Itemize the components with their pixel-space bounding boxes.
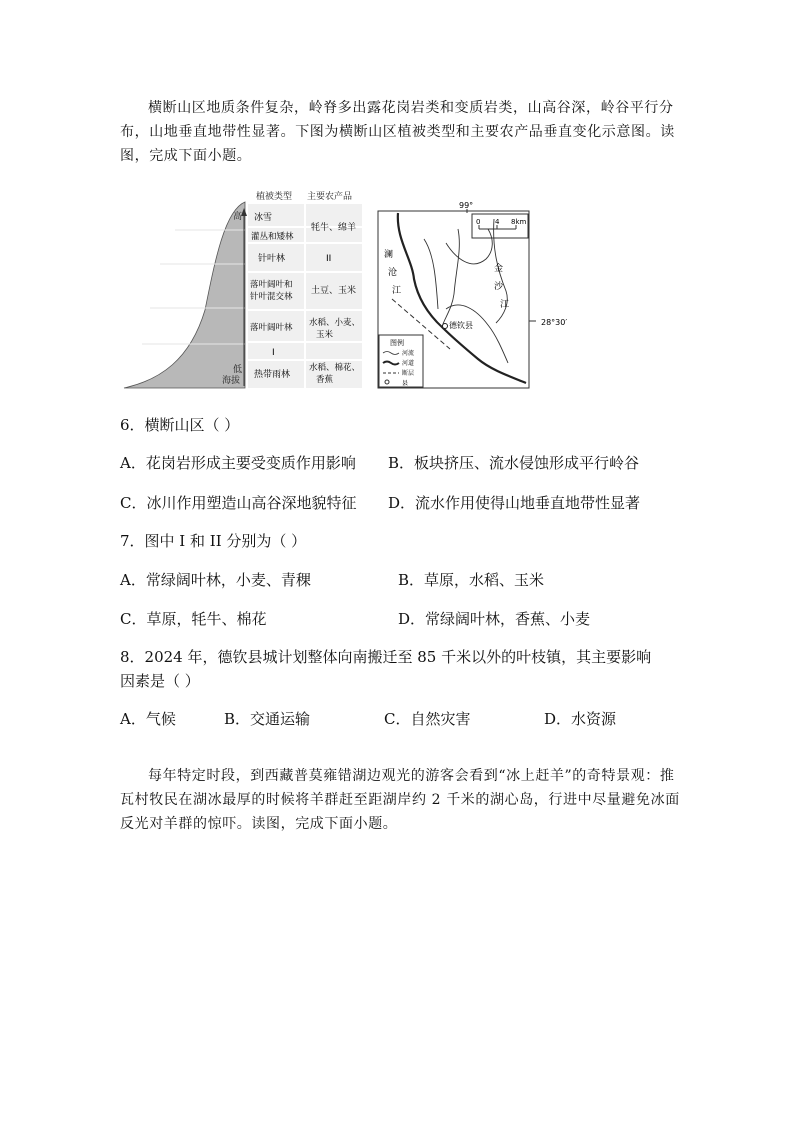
veg-row-6-I: I [272,348,275,358]
question-6-stem: 6．横断山区（ ） [120,416,240,434]
intro-paragraph-2: 每年特定时段，到西藏普莫雍错湖边观光的游客会看到“冰上赶羊”的奇特景观：推瓦村牧民在湖冰最厚的时候将羊群赶至距湖岸约 2 千米的湖心岛，行进中尽量避免冰面反光对羊群的惊吓。读图，完成下面小题。 [120,768,680,832]
intro-paragraph-1: 横断山区地质条件复杂，岭脊多出露花岗岩类和变质岩类，山高谷深，岭谷平行分布，山地垂直地带性显著。下图为横断山区植被类型和主要农产品垂直变化示意图。读图，完成下面小题。 [120,100,675,164]
q6-option-a[interactable]: A．花岗岩形成主要受变质作用影响 [120,454,356,472]
axis-altitude-label: 海拔 [222,376,241,386]
lancang-char-3: 江 [392,286,402,296]
q7-option-c[interactable]: C．草原，牦牛、棉花 [120,610,267,628]
q6-option-b[interactable]: B．板块挤压、流水侵蚀形成平行岭谷 [388,454,640,472]
crop-row-7b: 香蕉 [316,375,334,385]
jinsha-char-1: 金 [494,264,504,274]
question-8-stem-line-1: 8．2024 年，德钦县城计划整体向南搬迁至 85 千米以外的叶枝镇，其主要影响 [120,648,652,666]
veg-row-3: 针叶林 [258,254,286,264]
scale-4: 4 [495,218,500,226]
veg-row-1: 冰雪 [254,213,273,223]
veg-row-7: 热带雨林 [254,370,291,380]
county-marker [443,324,448,329]
axis-low-label: 低 [233,365,243,375]
deqin-map-figure [376,199,576,394]
veg-row-4a: 落叶阔叶和 [250,280,293,290]
q7-option-d[interactable]: D．常绿阔叶林，香蕉、小麦 [398,610,591,628]
legend-channel: 河道 [402,360,415,367]
axis-high-label: 高 [233,212,243,222]
scale-0: 0 [476,218,481,226]
header-crops: 主要农产品 [307,192,353,202]
crop-row-5b: 玉米 [316,330,334,340]
lancang-char-2: 沧 [388,268,398,278]
map-latitude-label: 28°30′ [541,318,568,327]
veg-row-2: 灌丛和矮林 [251,232,294,242]
header-vegetation: 植被类型 [256,192,293,202]
veg-row-4b: 针叶混交林 [250,292,293,302]
jinsha-char-2: 沙 [494,282,504,292]
map-longitude-label: 99° [459,201,474,210]
q6-option-c[interactable]: C．冰川作用塑造山高谷深地貌特征 [120,494,357,512]
county-label: 德钦县 [449,321,473,330]
scale-8km: 8km [511,218,527,226]
crop-row-4: 土豆、玉米 [311,286,357,296]
q8-option-a[interactable]: A．气候 [120,710,176,728]
legend-county: 县 [402,380,409,387]
q8-option-d[interactable]: D．水资源 [544,710,617,728]
q6-option-d[interactable]: D．流水作用使得山地垂直地带性显著 [388,494,641,512]
crop-row-2: 牦牛、绵羊 [311,223,357,233]
q7-option-b[interactable]: B．草原，水稻、玉米 [398,571,545,589]
lancang-char-1: 澜 [384,250,394,260]
crop-row-5a: 水稻、小麦、 [309,318,361,328]
question-7-stem: 7．图中 I 和 II 分别为（ ） [120,532,307,550]
jinsha-char-3: 江 [500,300,510,310]
q8-option-c[interactable]: C．自然灾害 [384,710,471,728]
crop-row-3-II: II [326,254,332,264]
vegetation-zone-figure [120,190,370,390]
q7-option-a[interactable]: A．常绿阔叶林，小麦、青稞 [120,571,311,589]
legend-river: 河流 [402,350,415,357]
veg-row-5: 落叶阔叶林 [250,323,293,333]
question-8-stem-line-2: 因素是（ ） [120,672,200,690]
crop-row-7a: 水稻、棉花、 [309,363,361,373]
legend-fault: 断层 [402,370,415,377]
q8-option-b[interactable]: B．交通运输 [224,710,311,728]
legend-title: 图例 [390,339,404,347]
